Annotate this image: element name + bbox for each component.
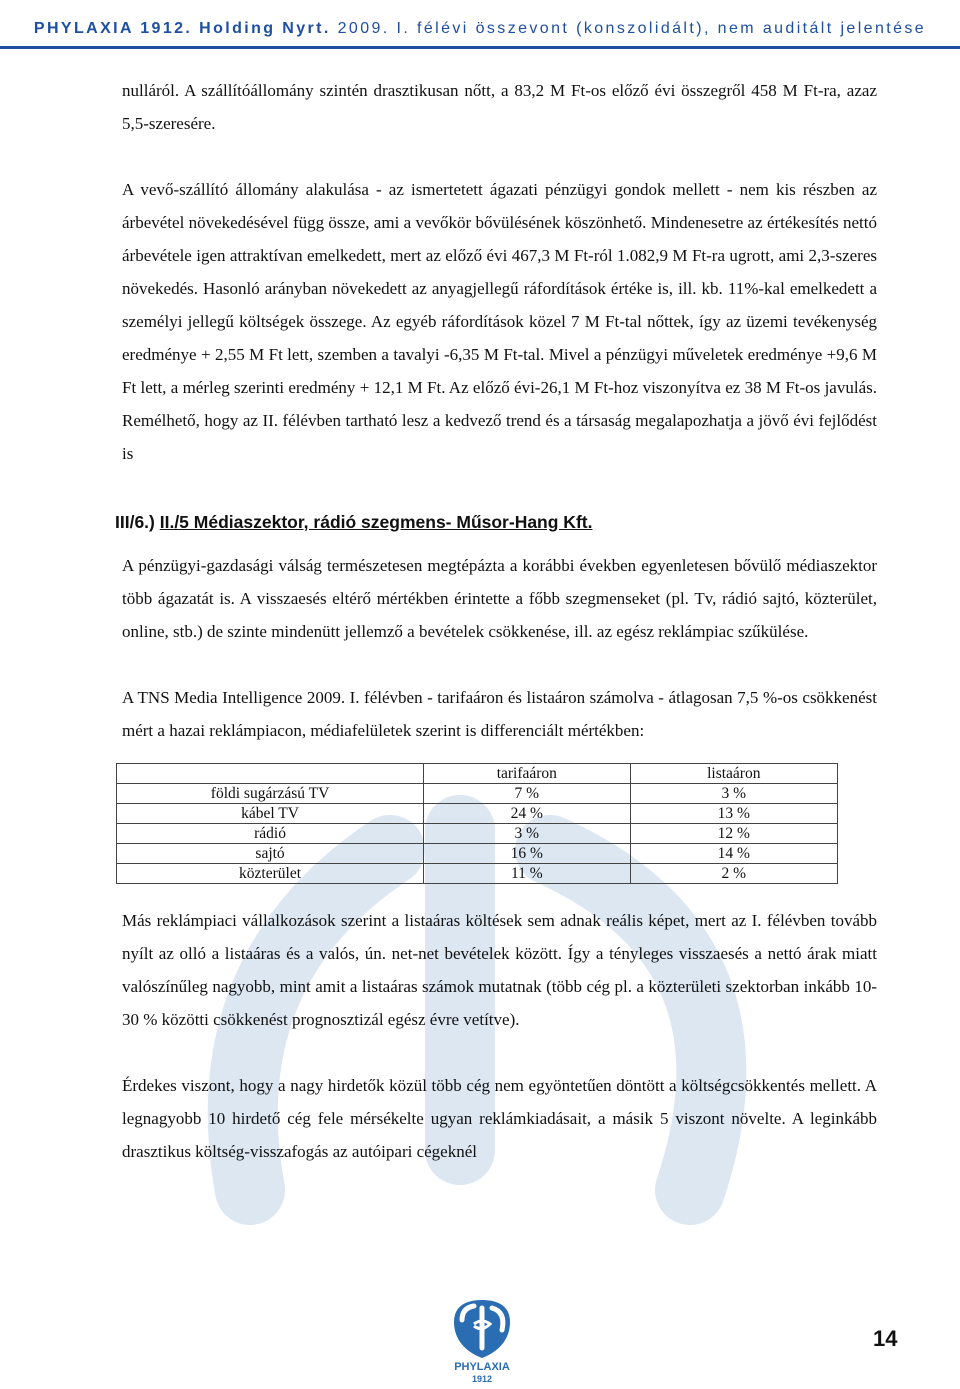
- table-cell: 14 %: [630, 844, 837, 864]
- table-cell: kábel TV: [117, 804, 424, 824]
- section-title: II./5 Médiaszektor, rádió szegmens- Műsor-Hang Kft.: [159, 512, 593, 532]
- table-cell: 24 %: [424, 804, 630, 824]
- table-row: [117, 824, 838, 844]
- paragraph: A vevő-szállító állomány alakulása - az ismertetett ágazati pénzügyi gondok mellett - nem kis részben az árbevétel növekedésével függ össze, ami a vevőkör bővülésének köszönhető. Mindenesetre az értékesítés nettó árbevétele igen attraktívan emelkedett, mert az előző évi 467,3 M Ft-ról 1.082,9 M Ft-ra ugrott, ami 2,3-szeres növekedés. Hasonló arányban növekedett az anyagjellegű ráfordítások értéke is, ill. kb. 11%-kal emelkedett a személyi jellegű költségek összege. Az egyéb ráfordítások közel 7 M Ft-tal nőttek, így az üzemi tevékenység eredménye + 2,55 M Ft lett, szemben a tavalyi -6,35 M Ft-tal. Mivel a pénzügyi műveletek eredménye +9,6 M Ft lett, a mérleg szerinti eredmény + 12,1 M Ft. Az előző évi-26,1 M Ft-hoz viszonyítva ez 38 M Ft-os javulás. Remélhető, hogy az II. félévben tartható lesz a kedvező trend és a társaság megalapozhatja a jövő évi fejlődést is: [122, 180, 877, 463]
- table-cell: 3 %: [424, 824, 630, 844]
- paragraph: Más reklámpiaci vállalkozások szerint a listaáras költések sem adnak reális képet, mert az I. félévben tovább nyílt az olló a listaáras és a valós, ún. net-net bevételek között. Így a tényleges visszaesés a nettó árak miatt valószínűleg nagyobb, mint amit a listaáras számok mutatnak (több cég pl. a közterületi szektorban inkább 10-30 % közötti csökkenést prognosztizál egész évre vetítve).: [122, 911, 877, 1029]
- table-cell: földi sugárzású TV: [117, 784, 424, 804]
- logo-year: 1912: [471, 1374, 493, 1384]
- page-number: 14: [873, 1326, 898, 1351]
- table-cell: 2 %: [630, 864, 837, 884]
- document-body: [115, 74, 877, 1168]
- paragraph: nulláról. A szállítóállomány szintén drasztikusan nőtt, a 83,2 M Ft-os előző évi összegről 458 M Ft-ra, azaz 5,5-szeresére.: [122, 81, 877, 133]
- media-decline-table: [116, 763, 838, 884]
- header-report-title: 2009. I. félévi összevont (konszolidált), nem auditált jelentése: [330, 20, 927, 37]
- table-cell: 13 %: [630, 804, 837, 824]
- paragraph: Érdekes viszont, hogy a nagy hirdetők közül több cég nem egyöntetűen döntött a költségcsökkentés mellett. A legnagyobb 10 hirdető cég fele mérsékelte ugyan reklámkiadásait, a másik 5 viszont növelte. A leginkább drasztikus költség-visszafogás az autóipari cégeknél: [122, 1076, 877, 1161]
- header-company: PHYLAXIA 1912. Holding Nyrt.: [33, 20, 331, 37]
- table-cell: 3 %: [630, 784, 837, 804]
- table-cell: 16 %: [424, 844, 630, 864]
- table-row: [117, 804, 838, 824]
- table-cell: sajtó: [117, 844, 424, 864]
- table-cell: 12 %: [630, 824, 837, 844]
- table-row: [117, 864, 838, 884]
- phylaxia-logo-icon: [448, 1296, 516, 1384]
- header-rule: [0, 46, 960, 49]
- table-header-cell: [117, 764, 424, 784]
- table-row: [117, 844, 838, 864]
- table-cell: rádió: [117, 824, 424, 844]
- paragraph: A pénzügyi-gazdasági válság természetesen megtépázta a korábbi években egyenletesen bővülő médiaszektor több ágazatát is. A visszaesés eltérő mértékben érintette a főbb szegmenseket (pl. Tv, rádió sajtó, közterület, online, stb.) de szinte mindenütt jellemző a bevételek csökkenése, ill. az egész reklámpiac szűkülése.: [122, 556, 877, 641]
- section-heading: [115, 507, 877, 537]
- paragraph: A TNS Media Intelligence 2009. I. félévben - tarifaáron és listaáron számolva - átlagosan 7,5 %-os csökkenést mért a hazai reklámpiacon, médiafelületek szerint is differenciált mértékben:: [122, 688, 877, 740]
- section-number: III/6.): [115, 512, 160, 532]
- table-header-cell: tarifaáron: [424, 764, 630, 784]
- table-cell: 7 %: [424, 784, 630, 804]
- table-cell: 11 %: [424, 864, 630, 884]
- table-cell: közterület: [117, 864, 424, 884]
- table-header-cell: listaáron: [630, 764, 837, 784]
- running-header: [0, 20, 960, 44]
- table-header-row: [117, 764, 838, 784]
- table-row: [117, 784, 838, 804]
- logo-text: PHYLAXIA: [454, 1361, 510, 1373]
